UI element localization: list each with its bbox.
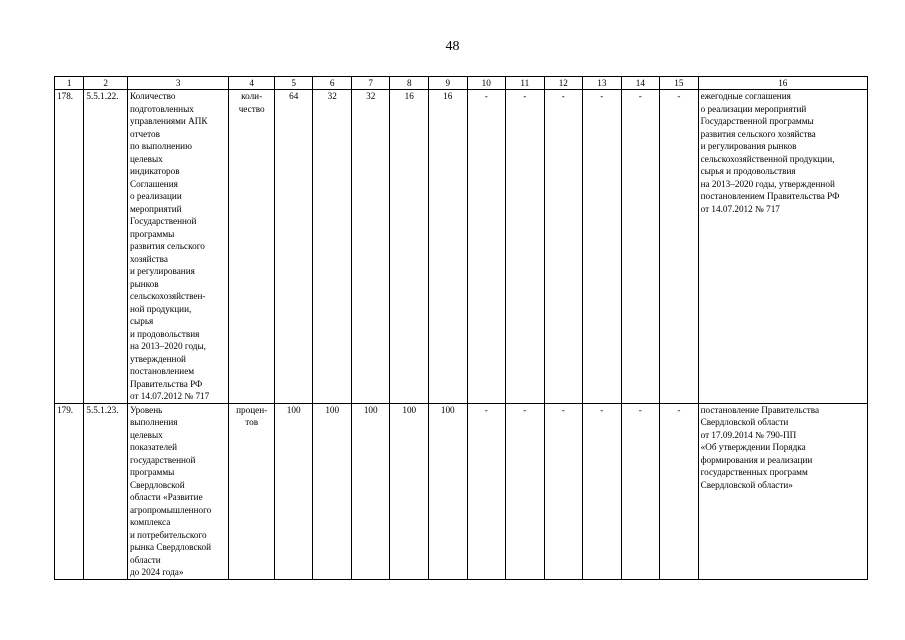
value-cell: 16	[429, 90, 468, 404]
column-header: 16	[698, 77, 867, 90]
value-cell: 100	[429, 403, 468, 579]
column-header: 12	[544, 77, 583, 90]
value-cell: 32	[313, 90, 352, 404]
value-cell: -	[544, 403, 583, 579]
unit: коли- чество	[229, 90, 275, 404]
value-cell: 32	[351, 90, 390, 404]
indicator-name: Количество подготовленных управлениями АПК отчетов по выполнению целевых индикаторов Соглашения о реализации мероприятий Государственной программы развития сельского хозяйства и регулирования рынков сельскохозяйствен- ной продукции, сырья и продовольствия на 2013–2020 годы, утвержденной постановлением Правительства РФ от 14.07.2012 № 717	[127, 90, 228, 404]
table-row	[55, 403, 868, 579]
value-cell: 16	[390, 90, 429, 404]
table-row	[55, 90, 868, 404]
source-document: постановление Правительства Свердловской области от 17.09.2014 № 790-ПП «Об утверждении Порядка формирования и реализации государственных программ Свердловской области»	[698, 403, 867, 579]
value-cell: 100	[313, 403, 352, 579]
value-cell: 100	[351, 403, 390, 579]
column-header: 10	[467, 77, 506, 90]
value-cell: -	[506, 403, 545, 579]
row-code: 5.5.1.23.	[84, 403, 128, 579]
value-cell: -	[467, 403, 506, 579]
column-header: 3	[127, 77, 228, 90]
value-cell: -	[583, 90, 622, 404]
column-header: 8	[390, 77, 429, 90]
column-header: 15	[660, 77, 699, 90]
value-cell: -	[467, 90, 506, 404]
column-header: 1	[55, 77, 84, 90]
column-header: 13	[583, 77, 622, 90]
column-header: 11	[506, 77, 545, 90]
column-header: 5	[274, 77, 313, 90]
page-number: 48	[445, 39, 460, 54]
value-cell: 100	[390, 403, 429, 579]
column-header: 14	[621, 77, 660, 90]
indicator-name: Уровень выполнения целевых показателей государственной программы Свердловской области «Развитие агропромышленного комплекса и потребительского рынка Свердловской области до 2024 года»	[127, 403, 228, 579]
value-cell: -	[506, 90, 545, 404]
column-header: 7	[351, 77, 390, 90]
value-cell: 64	[274, 90, 313, 404]
source-document: ежегодные соглашения о реализации мероприятий Государственной программы развития сельского хозяйства и регулирования рынков сельскохозяйственной продукции, сырья и продовольствия на 2013–2020 годы, утвержденной постановлением Правительства РФ от 14.07.2012 № 717	[698, 90, 867, 404]
value-cell: -	[544, 90, 583, 404]
value-cell: -	[660, 90, 699, 404]
row-number: 178.	[55, 90, 84, 404]
table-header-row	[55, 77, 868, 90]
value-cell: -	[621, 403, 660, 579]
value-cell: -	[583, 403, 622, 579]
column-header: 9	[429, 77, 468, 90]
column-header: 6	[313, 77, 352, 90]
value-cell: -	[621, 90, 660, 404]
unit: процен- тов	[229, 403, 275, 579]
row-code: 5.5.1.22.	[84, 90, 128, 404]
column-header: 2	[84, 77, 128, 90]
value-cell: -	[660, 403, 699, 579]
value-cell: 100	[274, 403, 313, 579]
indicators-table	[54, 76, 868, 580]
row-number: 179.	[55, 403, 84, 579]
column-header: 4	[229, 77, 275, 90]
